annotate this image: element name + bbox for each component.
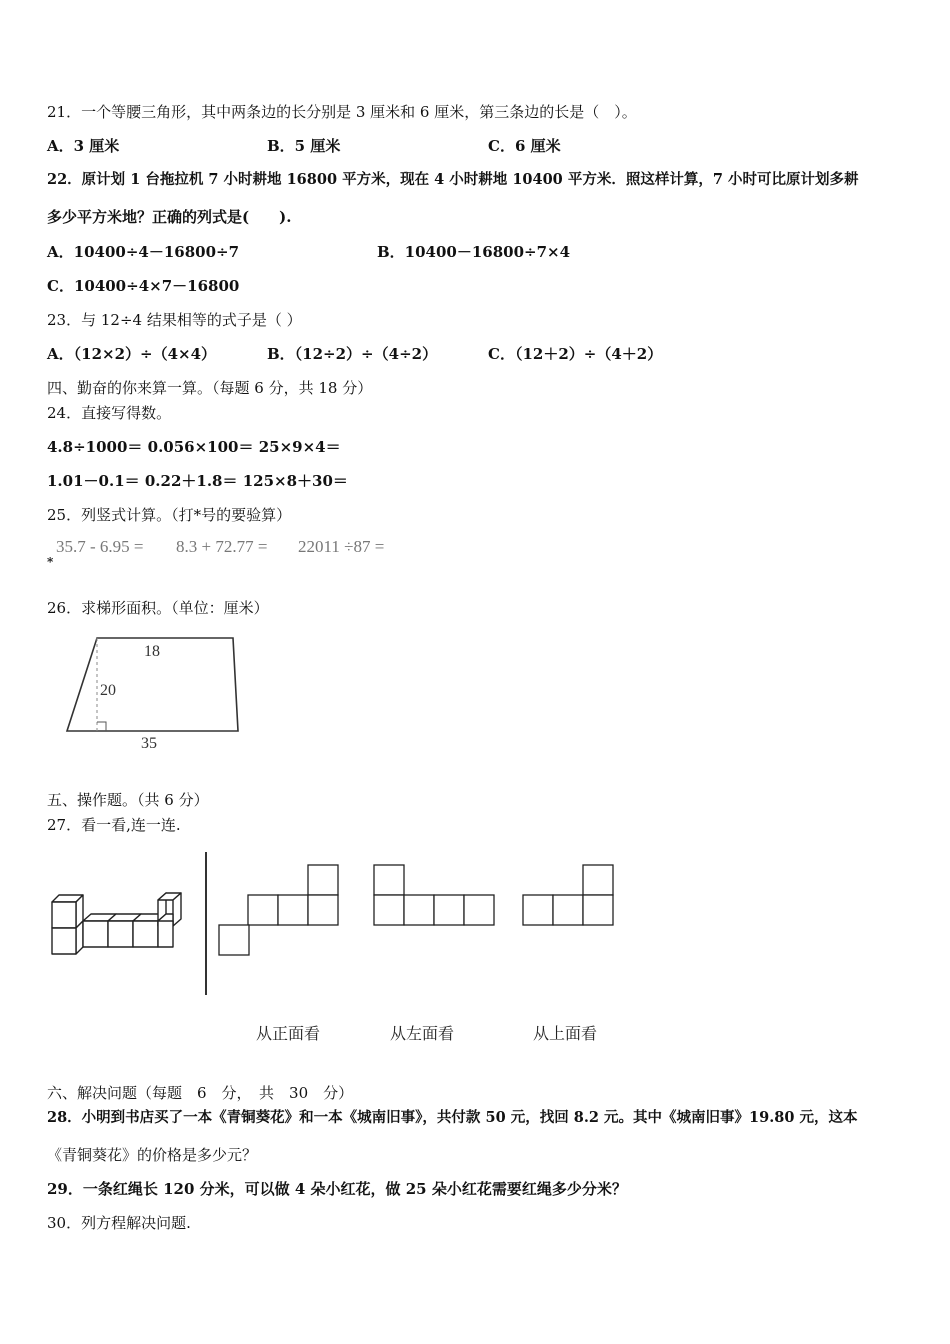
- q23-stem: 23．与 12÷4 结果相等的式子是（ ）: [47, 311, 302, 329]
- vertical-divider: [205, 852, 207, 995]
- q23-option-c: C．（12＋2）÷（4＋2）: [488, 345, 663, 363]
- q27-title: 27．看一看,连一连.: [47, 816, 181, 834]
- q22-option-a: A．10400÷4－16800÷7: [47, 243, 240, 261]
- right-angle-mark: [97, 722, 106, 731]
- view-label-top: 从上面看: [533, 1024, 598, 1043]
- section4-title: 四、勤奋的你来算一算。（每题 6 分，共 18 分）: [47, 379, 373, 397]
- q24-title: 24．直接写得数。: [47, 404, 172, 422]
- q25-item-1: 35.7 - 6.95 =: [56, 537, 144, 556]
- view-label-front: 从正面看: [256, 1024, 321, 1043]
- trapezoid-bottom-label: 35: [141, 735, 157, 752]
- q24-row2: 1.01－0.1＝ 0.22＋1.8＝ 125×8＋30＝: [47, 472, 348, 490]
- q21-option-b: B．5 厘米: [267, 137, 341, 155]
- q29: 29．一条红绳长 120 分米，可以做 4 朵小红花，做 25 朵小红花需要红绳多少分米？: [47, 1180, 627, 1198]
- q24-row1: 4.8÷1000＝ 0.056×100＝ 25×9×4＝: [47, 438, 341, 456]
- left-view-grid: [373, 864, 497, 928]
- q21-option-c: C．6 厘米: [488, 137, 561, 155]
- q28-line1: 28．小明到书店买了一本《青铜葵花》和一本《城南旧事》，共付款 50 元，找回 8.2 元。其中《城南旧事》19.80 元，这本: [47, 1109, 858, 1126]
- q21-option-a: A．3 厘米: [47, 137, 120, 155]
- q23-option-a: A．（12×2）÷（4×4）: [47, 345, 217, 363]
- q30: 30．列方程解决问题.: [47, 1214, 191, 1232]
- q23-option-b: B．（12÷2）÷（4÷2）: [267, 345, 438, 363]
- q25-item-2: 8.3 + 72.77 =: [176, 537, 268, 556]
- q21-stem: 21．一个等腰三角形，其中两条边的长分别是 3 厘米和 6 厘米，第三条边的长是（ ）。: [47, 103, 637, 121]
- front-view-grid: [218, 864, 340, 957]
- q22-option-c: C．10400÷4×7－16800: [47, 277, 240, 295]
- top-view-grid: [522, 864, 616, 928]
- q22-option-b: B．10400－16800÷7×4: [377, 243, 571, 261]
- q26-title: 26．求梯形面积。（单位：厘米）: [47, 599, 269, 617]
- q25-item-3: 22011 ÷87 =: [298, 537, 385, 556]
- trapezoid-height-label: 20: [100, 682, 116, 699]
- section5-title: 五、操作题。（共 6 分）: [47, 791, 209, 809]
- trapezoid-top-label: 18: [144, 643, 160, 660]
- section6-title: 六、解决问题（每题 6 分， 共 30 分）: [47, 1084, 354, 1102]
- q25-title: 25．列竖式计算。（打*号的要验算）: [47, 506, 292, 524]
- q28-line2: 《青铜葵花》的价格是多少元？: [47, 1146, 258, 1164]
- q22-stem-line1: 22．原计划 1 台拖拉机 7 小时耕地 16800 平方米，现在 4 小时耕地 10400 平方米．照这样计算，7 小时可比原计划多耕: [47, 171, 859, 188]
- q25-star: *: [47, 555, 54, 569]
- view-label-left: 从左面看: [390, 1024, 455, 1043]
- trapezoid-figure: [60, 630, 250, 755]
- q22-stem-line2: 多少平方米地？正确的列式是( ).: [47, 208, 292, 226]
- cube-solid-figure: [48, 898, 186, 958]
